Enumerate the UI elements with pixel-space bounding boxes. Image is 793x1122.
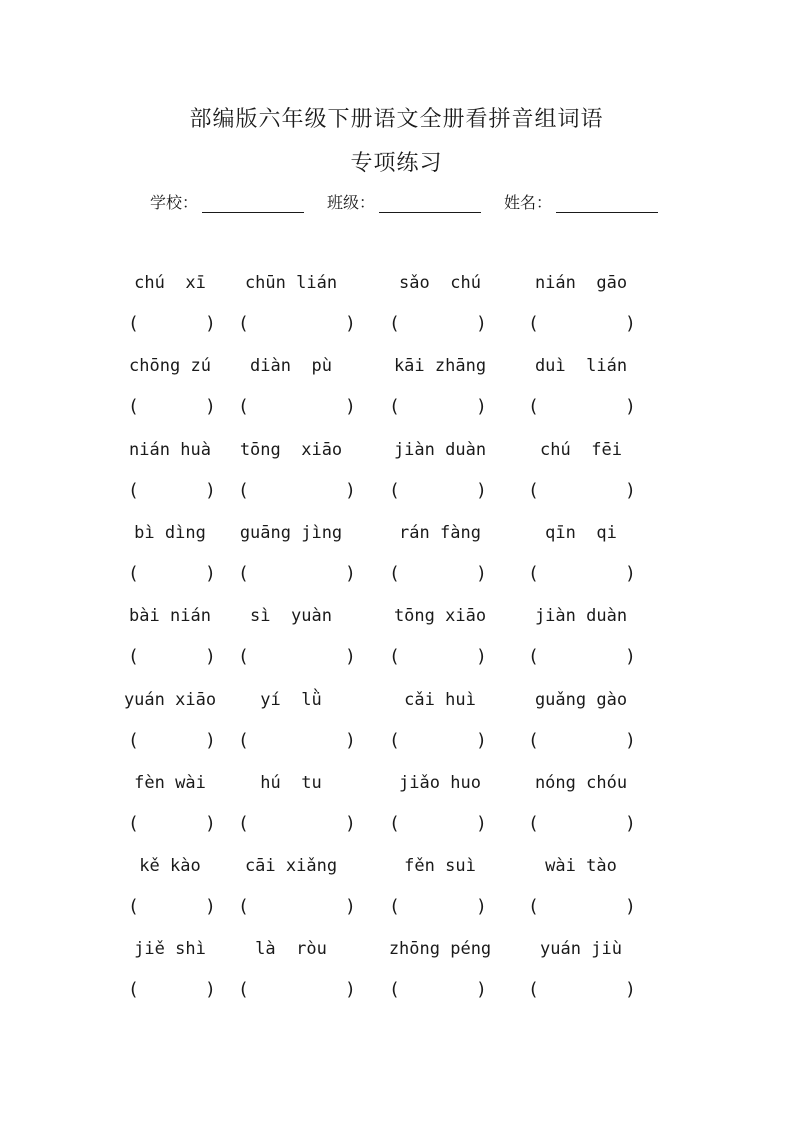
- answer-blank-left-paren[interactable]: (: [389, 313, 400, 334]
- answer-blank-left-paren[interactable]: (: [238, 896, 249, 917]
- answer-blank-left-paren[interactable]: (: [389, 813, 400, 834]
- answer-blank-right-paren[interactable]: ): [205, 813, 216, 834]
- pinyin-prompt: chōng zú: [129, 356, 211, 376]
- name-field: [504, 190, 658, 213]
- pinyin-prompt: sì yuàn: [250, 606, 332, 626]
- pinyin-prompt: yí lǜ: [260, 690, 322, 710]
- answer-blank-left-paren[interactable]: (: [238, 646, 249, 667]
- answer-blank-right-paren[interactable]: ): [345, 313, 356, 334]
- answer-blank-left-paren[interactable]: (: [238, 396, 249, 417]
- answer-blank-right-paren[interactable]: ): [476, 646, 487, 667]
- answer-blank-left-paren[interactable]: (: [238, 313, 249, 334]
- answer-blank-right-paren[interactable]: ): [476, 396, 487, 417]
- answer-blank-left-paren[interactable]: (: [528, 396, 539, 417]
- pinyin-prompt: sǎo chú: [399, 273, 481, 293]
- pinyin-prompt: chūn lián: [244, 273, 338, 293]
- answer-blank-right-paren[interactable]: ): [205, 646, 216, 667]
- answer-blank-right-paren[interactable]: ): [625, 979, 636, 1000]
- pinyin-prompt: fèn wài: [134, 773, 206, 793]
- pinyin-prompt: bì dìng: [134, 523, 206, 543]
- name-blank[interactable]: [556, 195, 658, 213]
- answer-blank-left-paren[interactable]: (: [238, 480, 249, 501]
- answer-blank-left-paren[interactable]: (: [128, 896, 139, 917]
- answer-blank-left-paren[interactable]: (: [528, 646, 539, 667]
- school-blank[interactable]: [202, 195, 304, 213]
- answer-blank-right-paren[interactable]: ): [625, 896, 636, 917]
- answer-blank-left-paren[interactable]: (: [528, 480, 539, 501]
- class-blank[interactable]: [379, 195, 481, 213]
- answer-blank-left-paren[interactable]: (: [528, 563, 539, 584]
- answer-blank-left-paren[interactable]: (: [389, 730, 400, 751]
- answer-blank-right-paren[interactable]: ): [625, 480, 636, 501]
- pinyin-prompt: fěn suì: [404, 856, 476, 876]
- pinyin-prompt: bài nián: [129, 606, 211, 626]
- pinyin-prompt: zhōng péng: [388, 939, 492, 959]
- answer-blank-left-paren[interactable]: (: [238, 730, 249, 751]
- answer-blank-right-paren[interactable]: ): [476, 896, 487, 917]
- answer-blank-right-paren[interactable]: ): [205, 896, 216, 917]
- pinyin-prompt: tōng xiāo: [239, 440, 343, 460]
- pinyin-prompt: là ròu: [255, 939, 327, 959]
- answer-blank-right-paren[interactable]: ): [345, 730, 356, 751]
- pinyin-prompt: jiǎo huo: [399, 773, 481, 793]
- pinyin-prompt: diàn pù: [250, 356, 332, 376]
- school-field: [150, 190, 304, 213]
- answer-blank-right-paren[interactable]: ): [476, 979, 487, 1000]
- answer-blank-left-paren[interactable]: (: [528, 313, 539, 334]
- pinyin-prompt: nián gāo: [534, 273, 628, 293]
- answer-blank-left-paren[interactable]: (: [528, 896, 539, 917]
- answer-blank-left-paren[interactable]: (: [238, 813, 249, 834]
- name-label: 姓名：: [504, 193, 553, 212]
- answer-blank-right-paren[interactable]: ): [625, 563, 636, 584]
- answer-blank-left-paren[interactable]: (: [389, 563, 400, 584]
- answer-blank-right-paren[interactable]: ): [345, 563, 356, 584]
- answer-blank-right-paren[interactable]: ): [345, 813, 356, 834]
- answer-blank-left-paren[interactable]: (: [389, 979, 400, 1000]
- answer-blank-left-paren[interactable]: (: [128, 313, 139, 334]
- answer-blank-right-paren[interactable]: ): [476, 563, 487, 584]
- pinyin-prompt: chú fēi: [540, 440, 622, 460]
- answer-blank-left-paren[interactable]: (: [389, 896, 400, 917]
- answer-blank-right-paren[interactable]: ): [625, 313, 636, 334]
- class-label: 班级：: [327, 193, 376, 212]
- answer-blank-right-paren[interactable]: ): [625, 730, 636, 751]
- pinyin-prompt: hú tu: [260, 773, 322, 793]
- answer-blank-right-paren[interactable]: ): [205, 396, 216, 417]
- page-title: 部编版六年级下册语文全册看拼音组词语: [189, 107, 604, 132]
- pinyin-prompt: jiě shì: [134, 939, 206, 959]
- pinyin-prompt: kě kào: [139, 856, 201, 876]
- pinyin-prompt: cāi xiǎng: [244, 856, 338, 876]
- answer-blank-right-paren[interactable]: ): [205, 730, 216, 751]
- answer-blank-right-paren[interactable]: ): [205, 979, 216, 1000]
- pinyin-prompt: duì lián: [534, 356, 628, 376]
- class-field: [327, 190, 481, 213]
- answer-blank-right-paren[interactable]: ): [625, 396, 636, 417]
- answer-blank-left-paren[interactable]: (: [128, 646, 139, 667]
- pinyin-prompt: guāng jìng: [239, 523, 343, 543]
- answer-blank-left-paren[interactable]: (: [528, 813, 539, 834]
- answer-blank-right-paren[interactable]: ): [476, 480, 487, 501]
- pinyin-prompt: kāi zhāng: [393, 356, 487, 376]
- page-subtitle: 专项练习: [350, 151, 443, 176]
- answer-blank-left-paren[interactable]: (: [238, 563, 249, 584]
- pinyin-prompt: guǎng gào: [534, 690, 628, 710]
- answer-blank-left-paren[interactable]: (: [128, 730, 139, 751]
- answer-blank-right-paren[interactable]: ): [625, 813, 636, 834]
- answer-blank-left-paren[interactable]: (: [389, 480, 400, 501]
- answer-blank-left-paren[interactable]: (: [128, 480, 139, 501]
- pinyin-prompt: nóng chóu: [534, 773, 628, 793]
- answer-blank-left-paren[interactable]: (: [128, 813, 139, 834]
- answer-blank-right-paren[interactable]: ): [476, 813, 487, 834]
- answer-blank-left-paren[interactable]: (: [128, 396, 139, 417]
- answer-blank-right-paren[interactable]: ): [345, 396, 356, 417]
- answer-blank-right-paren[interactable]: ): [205, 480, 216, 501]
- answer-blank-right-paren[interactable]: ): [345, 896, 356, 917]
- answer-blank-left-paren[interactable]: (: [389, 396, 400, 417]
- answer-blank-left-paren[interactable]: (: [389, 646, 400, 667]
- pinyin-prompt: yuán xiāo: [123, 690, 217, 710]
- answer-blank-right-paren[interactable]: ): [625, 646, 636, 667]
- answer-blank-right-paren[interactable]: ): [476, 313, 487, 334]
- pinyin-prompt: nián huà: [129, 440, 211, 460]
- pinyin-prompt: yuán jiù: [540, 939, 622, 959]
- answer-blank-right-paren[interactable]: ): [205, 313, 216, 334]
- pinyin-prompt: tōng xiāo: [393, 606, 487, 626]
- pinyin-prompt: qīn qi: [545, 523, 617, 543]
- answer-blank-right-paren[interactable]: ): [345, 646, 356, 667]
- answer-blank-right-paren[interactable]: ): [345, 979, 356, 1000]
- answer-blank-right-paren[interactable]: ): [345, 480, 356, 501]
- answer-blank-left-paren[interactable]: (: [128, 979, 139, 1000]
- pinyin-prompt: rán fàng: [399, 523, 481, 543]
- answer-blank-left-paren[interactable]: (: [128, 563, 139, 584]
- pinyin-prompt: jiàn duàn: [393, 440, 487, 460]
- school-label: 学校：: [150, 193, 199, 212]
- answer-blank-right-paren[interactable]: ): [205, 563, 216, 584]
- answer-blank-left-paren[interactable]: (: [528, 730, 539, 751]
- pinyin-prompt: cǎi huì: [404, 690, 476, 710]
- pinyin-prompt: chú xī: [134, 273, 206, 293]
- answer-blank-right-paren[interactable]: ): [476, 730, 487, 751]
- pinyin-prompt: jiàn duàn: [534, 606, 628, 626]
- pinyin-prompt: wài tào: [545, 856, 617, 876]
- answer-blank-left-paren[interactable]: (: [238, 979, 249, 1000]
- answer-blank-left-paren[interactable]: (: [528, 979, 539, 1000]
